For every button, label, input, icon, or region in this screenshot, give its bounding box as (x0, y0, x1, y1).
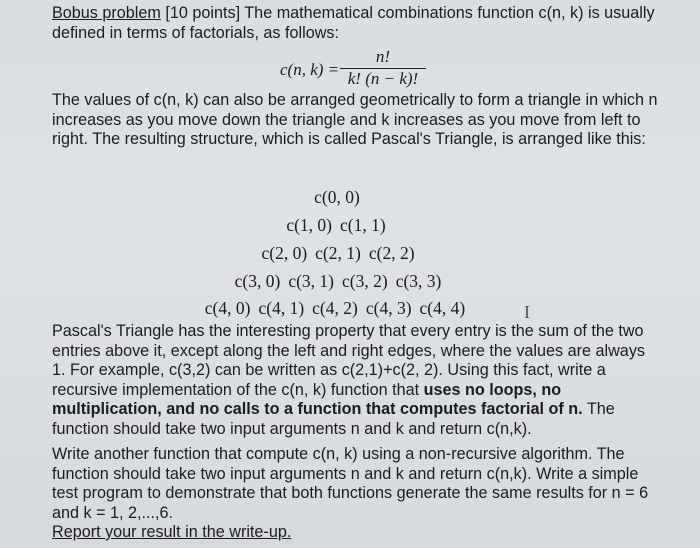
formula-lhs: c(n, k) = (280, 60, 340, 79)
intro-text: The mathematical combinations function c(n, k) is usually defined in terms of factorials, as follows: (52, 4, 655, 42)
triangle-cell: c(3, 3) (395, 271, 442, 291)
intro-paragraph (52, 4, 662, 43)
triangle-cell: c(4, 1) (258, 298, 305, 318)
triangle-row-2 (0, 243, 688, 264)
triangle-cell: c(2, 0) (261, 243, 308, 263)
triangle-cell: c(1, 1) (340, 215, 386, 235)
triangle-cell: c(3, 2) (342, 271, 388, 291)
values-paragraph: The values of c(n, k) can also be arranged geometrically to form a triangle in which n increases as you move down the triangle and k increases as you move from left to right. The resulting structure, which is called Pascal's Triangle, is arranged like this: (52, 91, 658, 149)
triangle-row-0 (0, 187, 687, 208)
triangle-row-3 (0, 271, 688, 292)
property-bold-text: uses no loops, no multiplication, and no calls to a function that computes factorial of n. (52, 380, 583, 419)
write-another-paragraph: Write another function that compute c(n, k) using a non-recursive algorithm. The function should take two input arguments n and k and return c(n,k). Write a simple test program to demonstrate that both functions generate the same results for n = 6 and k = 1, 2,...,6. (52, 445, 649, 522)
triangle-cell: c(2, 1) (315, 243, 361, 263)
formula-numerator: n! (375, 47, 391, 66)
triangle-cell: c(4, 2) (312, 298, 358, 318)
property-paragraph (52, 322, 662, 440)
triangle-row-4 (0, 298, 685, 319)
triangle-cell: c(4, 0) (204, 298, 251, 318)
triangle-cell: c(4, 3) (365, 298, 412, 318)
triangle-cell: c(0, 0) (314, 187, 360, 207)
problem-points: [10 points] (160, 4, 241, 22)
triangle-cell: c(2, 2) (368, 243, 415, 263)
triangle-cell: c(3, 0) (234, 271, 281, 291)
formula-denominator: k! (n − k)! (347, 69, 419, 88)
problem-title: Bobus problem (52, 4, 161, 22)
report-line: Report your result in the write-up. (52, 523, 292, 541)
triangle-cell: c(1, 0) (286, 215, 332, 235)
formula-fraction (340, 48, 426, 88)
text-cursor-icon: I (524, 302, 530, 322)
property-text-1: Pascal's Triangle has the interesting property that every entry is the sum of the two entries above it, except along the left and right edges, where the values are always 1. For example, c(3,2) can be written as c(2,1)+c(2, 2). Using this fact, write a recursive implementation of the c(n, k) function that (52, 322, 646, 399)
triangle-cell: c(3, 1) (288, 271, 334, 291)
property-text-2: The function should take two input arguments n and k and return c(n,k). (52, 400, 615, 438)
triangle-cell: c(4, 4) (419, 298, 466, 318)
triangle-row-1 (0, 215, 686, 236)
